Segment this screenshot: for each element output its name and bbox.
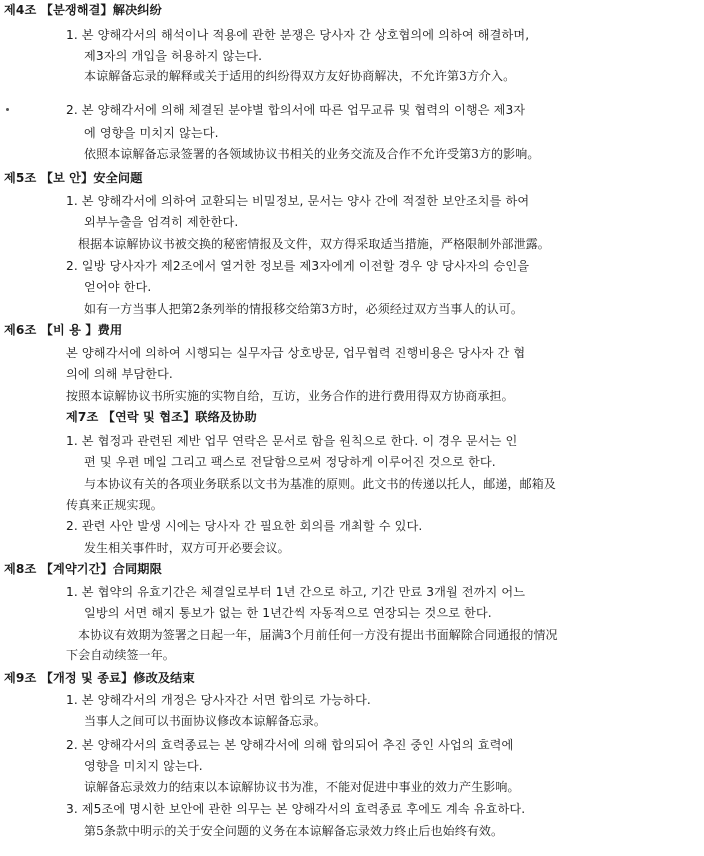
article-4-clause-2-line-2: 에 영향을 미치지 않는다.	[84, 126, 219, 140]
article-6-line-1: 본 양해각서에 의하여 시행되는 실무자급 상호방문, 업무협력 진행비용은 당사자 간 협	[66, 346, 526, 360]
article-7-clause-1-line-1: 1. 본 협정과 관련된 제반 업무 연락은 문서로 함을 원칙으로 한다. 이 경우 문서는 인	[66, 434, 518, 448]
article-5-clause-1-line-2: 외부누출을 엄격히 제한한다.	[84, 215, 239, 229]
article-9-clause-2-chinese: 谅解备忘录效力的结束以本谅解协议书为准，不能对促进中事业的效力产生影响。	[84, 780, 520, 794]
article-4-clause-1-line-2: 제3자의 개입을 허용하지 않는다.	[84, 49, 263, 63]
article-9-clause-1-chinese: 当事人之间可以书面协议修改本谅解备忘录。	[84, 714, 327, 728]
article-8-heading: 제8조 【계약기간】合同期限	[4, 562, 162, 576]
article-5-clause-2-line-2: 얻어야 한다.	[84, 280, 152, 294]
article-4-heading: 제4조 【분쟁해결】解决纠纷	[4, 3, 162, 17]
article-9-clause-3-line-1: 3. 제5조에 명시한 보안에 관한 의무는 본 양해각서의 효력종료 후에도 계속 유효하다.	[66, 802, 526, 816]
article-4-clause-2-line-1: 2. 본 양해각서에 의해 체결된 분야별 합의서에 따른 업무교류 및 협력의 이행은 제3자	[66, 103, 526, 117]
article-5-clause-1-chinese: 根据本谅解协议书被交换的秘密情报及文件，双方得采取适当措施，严格限制外部泄露。	[78, 237, 550, 251]
article-8-clause-1-line-1: 1. 본 협약의 유효기간은 체결일로부터 1년 간으로 하고, 기간 만료 3개월 전까지 어느	[66, 585, 526, 599]
article-8-clause-1-line-2: 일방의 서면 해지 통보가 없는 한 1년간씩 자동적으로 연장되는 것으로 한다.	[84, 606, 492, 620]
article-6-heading: 제6조 【비 용 】费用	[4, 323, 123, 337]
article-5-clause-1-line-1: 1. 본 양해각서에 의하여 교환되는 비밀정보, 문서는 양사 간에 적절한 보안조치를 하여	[66, 194, 530, 208]
article-4-clause-1-chinese: 本谅解备忘录的解释或关于适用的纠纷得双方友好协商解决，不允许第3方介入。	[84, 69, 516, 83]
article-7-heading: 제7조 【연락 및 협조】联络及协助	[66, 410, 257, 424]
article-4-clause-1-line-1: 1. 본 양해각서의 해석이나 적용에 관한 분쟁은 당사자 간 상호협의에 의하여 해결하며,	[66, 28, 530, 42]
article-8-clause-1-chinese-line-2: 下会自动续签一年。	[66, 648, 175, 662]
article-9-clause-1-line-1: 1. 본 양해각서의 개정은 당사자간 서면 합의로 가능하다.	[66, 693, 371, 707]
article-5-clause-2-chinese: 如有一方当事人把第2条列举的情报移交给第3方时，必须经过双方当事人的认可。	[84, 302, 523, 316]
article-9-clause-2-line-2: 영향을 미치지 않는다.	[84, 759, 203, 773]
article-9-heading: 제9조 【개정 및 종료】修改及结束	[4, 671, 195, 685]
article-7-clause-2-line-1: 2. 관련 사안 발생 시에는 당사자 간 필요한 회의를 개최할 수 있다.	[66, 519, 423, 533]
article-5-clause-2-line-1: 2. 일방 당사자가 제2조에서 열거한 정보를 제3자에게 이전할 경우 양 당사자의 승인을	[66, 259, 530, 273]
article-5-heading: 제5조 【보 안】安全问题	[4, 171, 143, 185]
scan-speck	[6, 108, 9, 111]
article-9-clause-3-chinese: 第5条款中明示的关于安全问题的义务在本谅解备忘录效力终止后也始终有效。	[84, 824, 504, 838]
article-7-clause-1-chinese-line-2: 传真来正规实现。	[66, 498, 163, 512]
article-4-clause-2-chinese: 依照本谅解备忘录签署的各领域协议书相关的业务交流及合作不允许受第3方的影响。	[84, 147, 540, 161]
article-7-clause-1-chinese-line-1: 与本协议有关的各项业务联系以文书为基准的原则。此文书的传递以托人，邮递，邮箱及	[84, 477, 556, 491]
article-6-line-2: 의에 의해 부담한다.	[66, 367, 173, 381]
article-7-clause-1-line-2: 편 및 우편 메일 그리고 팩스로 전달함으로써 정당하게 이루어진 것으로 한다.	[84, 455, 496, 469]
article-8-clause-1-chinese-line-1: 本协议有效期为签署之日起一年，届满3个月前任何一方没有提出书面解除合同通报的情况	[78, 628, 558, 642]
article-6-chinese: 按照本谅解协议书所实施的实物自给，互访，业务合作的进行费用得双方协商承担。	[66, 389, 514, 403]
article-9-clause-2-line-1: 2. 본 양해각서의 효력종료는 본 양해각서에 의해 합의되어 추진 중인 사업의 효력에	[66, 738, 514, 752]
article-7-clause-2-chinese: 发生相关事件时，双方可开必要会议。	[84, 541, 290, 555]
